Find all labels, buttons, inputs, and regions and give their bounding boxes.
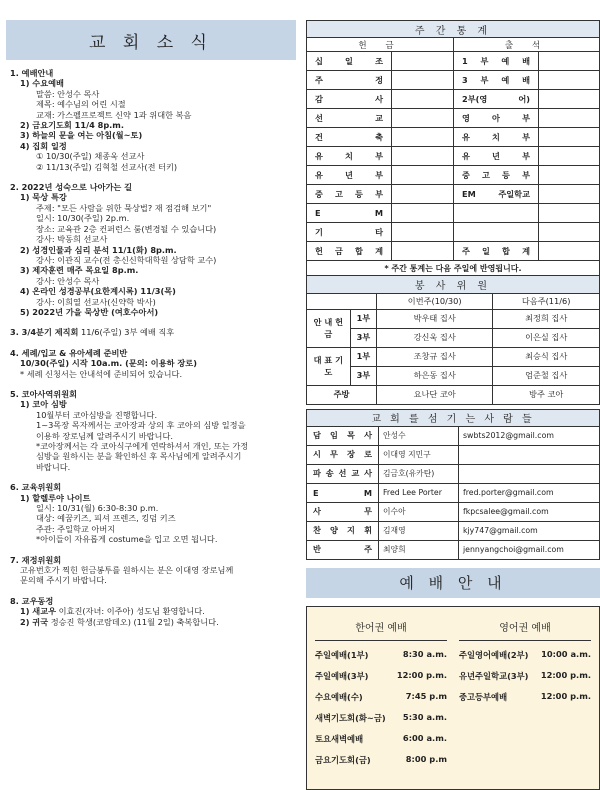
staff-email (459, 464, 600, 483)
worship-name: 수요예배(수) (315, 691, 363, 702)
staff-row (307, 502, 600, 521)
worship-time: 8:00 p.m (405, 753, 447, 764)
stats-row (307, 52, 600, 71)
attendance-label: 유 년 부 (454, 147, 539, 166)
staff-role: 반 주 (307, 540, 379, 559)
worship-name: 주일예배(3부) (315, 670, 369, 681)
offering-label: E M (307, 204, 392, 223)
stats-row (307, 166, 600, 185)
offering-label: 건 축 (307, 128, 392, 147)
worship-row (315, 754, 447, 775)
worship-time: 8:30 a.m. (402, 648, 447, 659)
staff-row (307, 521, 600, 540)
church-news-list (0, 60, 300, 627)
offering-label: 기 타 (307, 223, 392, 242)
attendance-label (454, 204, 539, 223)
staff-name: 안성수 (379, 426, 459, 445)
worship-time: 12:00 p.m. (540, 690, 591, 701)
worship-row (315, 733, 447, 754)
worship-time: 5:30 a.m. (402, 711, 447, 722)
worship-row (315, 691, 447, 712)
offering-header: 헌 금 (307, 38, 454, 52)
worship-row (315, 649, 447, 670)
staff-email: jennyangchoi@gmail.com (459, 540, 600, 559)
attendance-label: 유 치 부 (454, 128, 539, 147)
worship-schedule (306, 606, 600, 790)
service-committee-table: 봉 사 위 원 이번주(10/30) 다음주(11/6) 안 내 헌 금 1부 박우태 집사 최정희 집사 3부 강신욱 집사 이은실 집사 대 표 기 도 1부 조창규 집사 최승식 집사 3부 하은동 집사 엄준철 집사 주방 요나단 코아 방주 코아 (306, 276, 600, 405)
stats-row (307, 204, 600, 223)
attendance-label: 영 아 부 (454, 109, 539, 128)
staff-name: 이수아 (379, 502, 459, 521)
attendance-value (539, 147, 600, 166)
attendance-label: 1 부 예 배 (454, 52, 539, 71)
attendance-value (539, 166, 600, 185)
news-item-deacons-meeting: 3. 3/4분기 제직회 11/6(주일) 3부 예배 직후 (10, 327, 175, 338)
staff-email: fred.porter@gmail.com (459, 483, 600, 502)
news-item-maturity: 2. 2022년 성숙으로 나아가는 길 1) 묵상 특강 주제: "모든 사람을 위한 묵상법? 재 점검해 보기" 일시: 10/30(주일) 2p.m. 장소: 교육관 2층 컨퍼런스 룸(변경될 수 있습니다) 강사: 박동희 선교사 2) 성경인물과 심리 분석 11/1(화) 8p.m. 강사: 이관직 교수(전 총신신학대학원 상담학 교수) 3) 제자훈련 매주 목요일 8p.m. 강사: 안성수 목사 4) 온라인 성경공부(요한계시록) 11/3(목) 강사: 이희열 선교사(신약학 박사) 5) 2022년 가을 묵상반 (여호수아서) (10, 182, 217, 317)
news-item-worship: 1. 예배안내 1) 수요예배 말씀: 안성수 목사 제목: 예수님의 어린 시절 교재: 가스펠프로젝트 신약 1과 위대한 복음 2) 금요기도회 11/4 8p.m. 3) 하늘의 문을 여는 아침(월~토) 4) 집회 일정 ① 10/30(주일) 채종욱 선교사 ② 11/13(주일) 김혁철 선교사(전 터키) (10, 68, 192, 172)
church-news-title: 교 회 소 식 (6, 20, 296, 60)
worship-name: 중고등부예배 (459, 691, 508, 702)
staff-row (307, 540, 600, 559)
staff-role: E M (307, 483, 379, 502)
staff-email: kjy747@gmail.com (459, 521, 600, 540)
news-item-finance: 7. 재정위원회 고유번호가 찍힌 헌금봉투를 원하시는 분은 이대영 장로님께 문의해 주시기 바랍니다. (10, 554, 234, 586)
attendance-label (454, 223, 539, 242)
news-item-baptism: 4. 세례/입교 & 유아세례 준비반 10/30(주일) 시작 10a.m. (문의: 이용하 장로) * 세례 신청서는 안내석에 준비되어 있습니다. (10, 347, 197, 379)
worship-row (315, 670, 447, 691)
prayer-label: 대 표 기 도 (307, 347, 351, 385)
offering-label: 감 사 (307, 90, 392, 109)
attendance-value (539, 223, 600, 242)
worship-name: 주일예배(1부) (315, 649, 369, 660)
staff-name: 김금호(유카탄) (379, 464, 459, 483)
staff-role: 사 무 (307, 502, 379, 521)
staff-name: 이대영 지민구 (379, 445, 459, 464)
staff-role: 시 무 장 로 (307, 445, 379, 464)
worship-time: 12:00 p.m. (540, 669, 591, 680)
offering-label: 유 치 부 (307, 147, 392, 166)
worship-row (459, 691, 591, 712)
offering-value (392, 166, 454, 185)
attendance-label: 주 일 합 계 (454, 242, 539, 261)
worship-time: 10:00 a.m. (541, 648, 591, 659)
staff-email (459, 445, 600, 464)
attendance-label: 3 부 예 배 (454, 71, 539, 90)
worship-guide-title: 예 배 안 내 (306, 568, 600, 598)
attendance-value (539, 204, 600, 223)
staff-role: 담 임 목 사 (307, 426, 379, 445)
news-item-koa: 5. 코아사역위원회 1) 코아 심방 10월부터 코아심방을 진행합니다. 1~3목장 목자께서는 코아장과 상의 후 코아의 심방 일정을 이용하 장로님께 알려주시기 바랍니다. *코아장께서는 각 코아식구에게 연락하셔서 개인, 또는 가정 심방을 원하시는 분을 확인하신 후 목사님에게 알려주시기 바랍니다. (10, 388, 249, 472)
worship-time: 7:45 p.m (405, 690, 447, 701)
staff-row (307, 464, 600, 483)
worship-time: 12:00 p.m. (396, 669, 447, 680)
staff-title: 교 회 를 섬 기 는 사 람 들 (307, 409, 600, 426)
offering-value (392, 109, 454, 128)
worship-name: 금요기도회(금) (315, 754, 371, 765)
worship-row (459, 670, 591, 691)
attendance-value (539, 185, 600, 204)
right-column (306, 0, 600, 765)
staff-role: 파 송 선 교 사 (307, 464, 379, 483)
staff-email: swbts2012@gmail.com (459, 426, 600, 445)
stats-row (307, 109, 600, 128)
attendance-value (539, 128, 600, 147)
attendance-value (539, 242, 600, 261)
this-week-header: 이번주(10/30) (377, 293, 493, 309)
offering-value (392, 52, 454, 71)
attendance-label: 2부(영 어) (454, 90, 539, 109)
stats-row (307, 128, 600, 147)
church-news-column (0, 0, 300, 716)
offering-value (392, 185, 454, 204)
stats-note: * 주간 통계는 다음 주일에 반영됩니다. (307, 261, 600, 276)
attendance-value (539, 52, 600, 71)
offering-label: 선 교 (307, 109, 392, 128)
korean-worship: 한어권 예배 주일예배(1부) 8:30 a.m. 주일예배(3부) 12:00 p.m. 수요예배(수) 7:45 p.m 새벽기도회(화~금) 5:30 a.m. 토요새벽예배 6:00 a.m. 금요기도회(금) 8:00 p.m (315, 619, 455, 775)
staff-row (307, 445, 600, 464)
worship-name: 토요새벽예배 (315, 733, 364, 744)
attendance-header: 출 석 (454, 38, 600, 52)
worship-row (459, 649, 591, 670)
news-item-members: 8. 교우동정 1) 새교우 이효진(자녀: 이주아) 성도님 환영합니다. 2) 귀국 정승진 학생(코람데오) (11월 2일) 축복합니다. (10, 595, 219, 627)
offering-label: 십 일 조 (307, 52, 392, 71)
offering-value (392, 204, 454, 223)
next-week-header: 다음주(11/6) (493, 293, 600, 309)
usher-label: 안 내 헌 금 (307, 309, 351, 347)
stats-row (307, 147, 600, 166)
staff-row (307, 483, 600, 502)
stats-row (307, 242, 600, 261)
worship-name: 새벽기도회(화~금) (315, 712, 386, 723)
offering-value (392, 90, 454, 109)
staff-name: 김재영 (379, 521, 459, 540)
news-item-education: 6. 교육위원회 1) 할렐루야 나이트 일시: 10/31(월) 6:30-8:30 p.m. 대상: 예꿈키즈, 피셔 프렌즈, 킹덤 키즈 주관: 주일학교 아버지 *아이들이 자유롭게 costume을 입고 오면 됩니다. (10, 482, 218, 545)
attendance-label: EM 주일학교 (454, 185, 539, 204)
stats-row (307, 223, 600, 242)
attendance-value (539, 90, 600, 109)
stats-row (307, 185, 600, 204)
attendance-value (539, 71, 600, 90)
offering-label: 헌 금 합 계 (307, 242, 392, 261)
worship-name: 주일영어예배(2부) (459, 649, 529, 660)
offering-label: 중 고 등 부 (307, 185, 392, 204)
weekly-stats-title: 주 간 통 계 (307, 21, 600, 38)
offering-value (392, 147, 454, 166)
staff-name: Fred Lee Porter (379, 483, 459, 502)
worship-time: 6:00 a.m. (402, 732, 447, 743)
offering-value (392, 223, 454, 242)
offering-label: 주 정 (307, 71, 392, 90)
staff-role: 찬 양 지 휘 (307, 521, 379, 540)
worship-name: 유년주일학교(3부) (459, 670, 529, 681)
attendance-label: 중 고 등 부 (454, 166, 539, 185)
staff-email: fkpcsalee@gmail.com (459, 502, 600, 521)
weekly-stats-table (306, 20, 600, 276)
service-committee-title: 봉 사 위 원 (307, 276, 600, 293)
offering-value (392, 71, 454, 90)
offering-label: 유 년 부 (307, 166, 392, 185)
staff-row (307, 426, 600, 445)
attendance-value (539, 109, 600, 128)
english-worship: 영어권 예배 주일영어예배(2부) 10:00 a.m. 유년주일학교(3부) 12:00 p.m. 중고등부예배 12:00 p.m. (455, 619, 591, 775)
offering-value (392, 242, 454, 261)
stats-row (307, 71, 600, 90)
worship-row (315, 712, 447, 733)
kitchen-label: 주방 (307, 385, 377, 404)
staff-name: 최양희 (379, 540, 459, 559)
offering-value (392, 128, 454, 147)
staff-table (306, 409, 600, 560)
stats-row (307, 90, 600, 109)
